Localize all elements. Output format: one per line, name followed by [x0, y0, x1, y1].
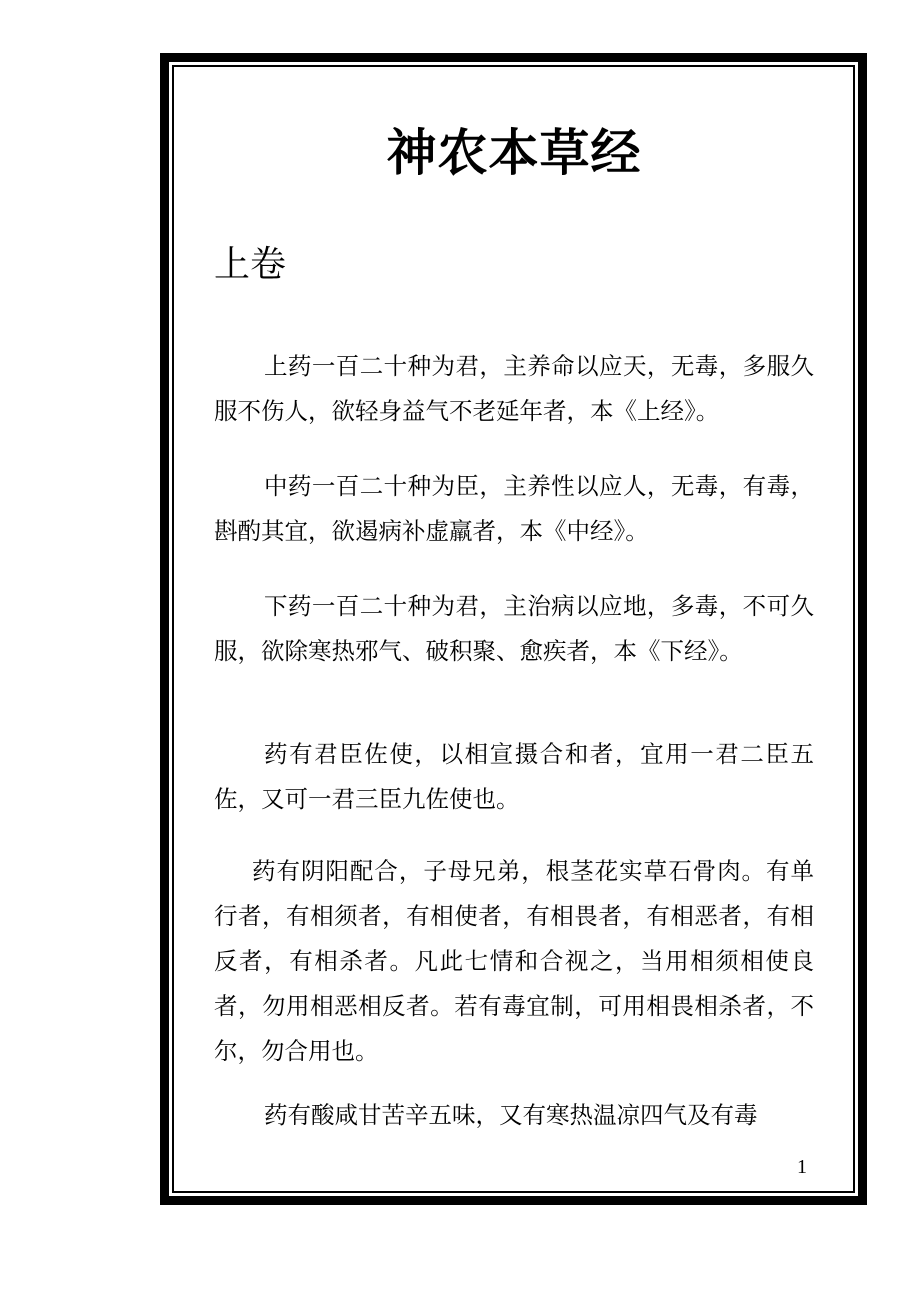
page-number: 1	[797, 1156, 807, 1178]
page-frame	[172, 65, 855, 1193]
paragraph-2: 中药一百二十种为臣，主养性以应人，无毒，有毒，斟酌其宜，欲遏病补虚羸者，本《中经》。	[214, 472, 814, 545]
paragraph-6: 药有酸咸甘苦辛五味，又有寒热温凉四气及有毒	[264, 1101, 758, 1129]
paragraph-1: 上药一百二十种为君，主养命以应天，无毒，多服久服不伤人，欲轻身益气不老延年者，本《上经》。	[214, 352, 814, 425]
paragraph-4: 药有君臣佐使，以相宣摄合和者，宜用一君二臣五佐，又可一君三臣九佐使也。	[214, 740, 814, 813]
paragraph-5: 药有阴阳配合，子母兄弟，根茎花实草石骨肉。有单行者，有相须者，有相使者，有相畏者，有相恶者，有相反者，有相杀者。凡此七情和合视之，当用相须相使良者，勿用相恶相反者。若有毒宜制，可用相畏相杀者，不尔，勿合用也。	[214, 857, 814, 1065]
page-border-inner	[169, 62, 858, 1196]
paragraph-3: 下药一百二十种为君，主治病以应地，多毒，不可久服，欲除寒热邪气、破积聚、愈疾者，本《下经》。	[214, 592, 814, 665]
page-border-outer	[160, 53, 867, 1205]
document-title: 神农本草经	[386, 124, 642, 182]
section-heading: 上卷	[214, 244, 287, 285]
